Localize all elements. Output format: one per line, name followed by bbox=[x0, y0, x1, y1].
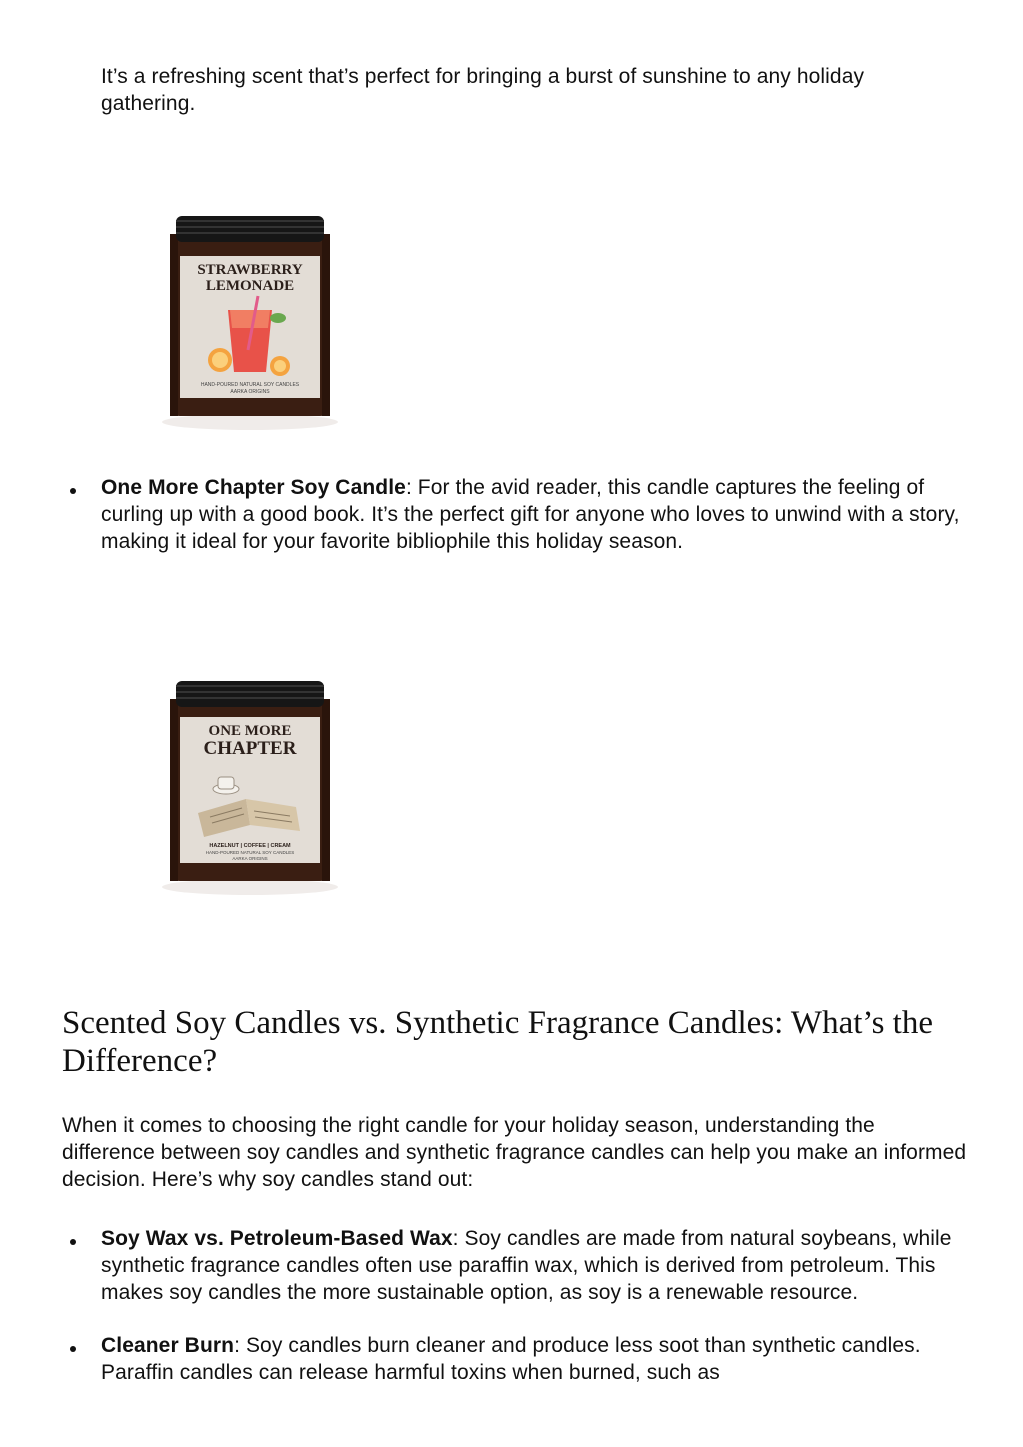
one-more-chapter-candle-image bbox=[150, 665, 350, 900]
intro-paragraph: It’s a refreshing scent that’s perfect for bringing a burst of sunshine to any holiday gathering. bbox=[101, 65, 865, 115]
list-item-text: : Soy candles burn cleaner and produce less soot than synthetic candles. Paraffin candles can release harmful toxins when burned, such as bbox=[101, 1334, 921, 1384]
label-line-1: ONE MORE bbox=[208, 723, 292, 739]
bullet-marker bbox=[70, 1239, 76, 1245]
label-fine-print-2: AARKA ORIGINS bbox=[232, 856, 268, 861]
list-item-cleaner-burn bbox=[101, 1332, 971, 1386]
chapter-item bbox=[101, 474, 971, 555]
section-heading: Scented Soy Candles vs. Synthetic Fragrance Candles: What’s the Difference? bbox=[62, 1005, 933, 1079]
label-fine-print-1: HAND-POURED NATURAL SOY CANDLES bbox=[200, 382, 300, 388]
label-scent-notes: HAZELNUT | COFFEE | CREAM bbox=[209, 843, 291, 849]
bullet-marker bbox=[70, 488, 76, 494]
label-line-1: STRAWBERRY bbox=[197, 262, 303, 278]
list-item-soy-wax bbox=[101, 1225, 971, 1306]
list-item-text: : Soy candles are made from natural soybeans, while synthetic fragrance candles often use paraffin wax, which is derived from petroleum. This makes soy candles the more sustainable option, as soy is a renewable resource. bbox=[101, 1227, 952, 1304]
label-line-2: LEMONADE bbox=[205, 278, 295, 294]
bullet-marker bbox=[70, 1346, 76, 1352]
list-item-title: Soy Wax vs. Petroleum-Based Wax bbox=[101, 1227, 453, 1250]
label-fine-print-1: HAND-POURED NATURAL SOY CANDLES bbox=[205, 850, 295, 855]
strawberry-lemonade-candle-image bbox=[150, 200, 350, 435]
section-intro-paragraph: When it comes to choosing the right candle for your holiday season, understanding the difference between soy candles and synthetic fragrance candles can help you make an informed decision. Here’s why soy candles stand out: bbox=[62, 1114, 967, 1191]
list-item-title: Cleaner Burn bbox=[101, 1334, 235, 1357]
label-line-2: CHAPTER bbox=[203, 738, 297, 759]
label-fine-print-2: AARKA ORIGINS bbox=[230, 389, 270, 395]
chapter-item-title: One More Chapter Soy Candle bbox=[101, 476, 406, 499]
chapter-item-text: : For the avid reader, this candle captures the feeling of curling up with a good book. It’s the perfect gift for anyone who loves to unwind with a story, making it ideal for your favorite bibliophile this holiday season. bbox=[101, 476, 960, 553]
